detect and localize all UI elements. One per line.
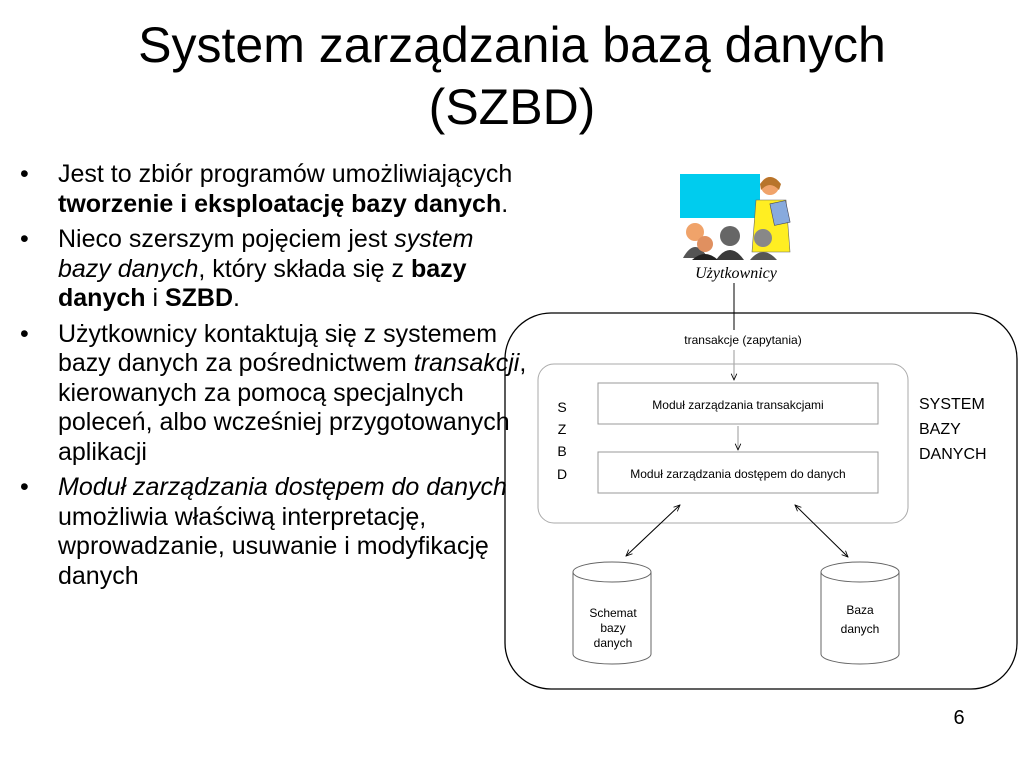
bullet-text: . — [501, 189, 509, 218]
page-number: 6 — [953, 707, 965, 729]
bullet-text: . — [233, 284, 240, 312]
bullet-text-italic: Moduł zarządzania dostępem do danych — [58, 473, 507, 501]
bullet-text-bold: bazy danych — [58, 254, 467, 312]
bullet-text: , kierowanych za pomocą specjalnych poleceń, albo wcześniej przygotowanych aplikacji — [58, 349, 527, 466]
schema-arrow — [626, 505, 680, 556]
bullet-text: Nieco szerszym pojęciem jest — [58, 225, 395, 253]
bullet-text-italic: system bazy danych — [58, 225, 474, 283]
database-label-line: Baza — [846, 603, 874, 617]
schema-label-line: Schemat — [589, 606, 637, 620]
szbd-letter: S — [557, 399, 567, 415]
bullet-text: Użytkownicy kontaktują się z systemem bazy danych za pośrednictwem — [58, 319, 498, 377]
title-line-2: (SZBD) — [428, 79, 596, 135]
bullet-text: i — [145, 284, 165, 312]
users-clipart-icon — [680, 174, 790, 260]
bullet-text: , który składa się z — [198, 254, 411, 283]
szbd-letter: Z — [557, 421, 567, 437]
szbd-letter: D — [556, 466, 568, 482]
bullet-text: umożliwia właściwą interpretację, wprowadzanie, usuwanie i modyfikację danych — [58, 502, 489, 590]
system-label-line: DANYCH — [919, 446, 987, 463]
szbd-letter: B — [557, 443, 567, 459]
access-module-label: Moduł zarządzania dostępem do danych — [630, 467, 846, 481]
bullet-text-italic: transakcji — [413, 349, 520, 377]
database-label-line: danych — [840, 622, 880, 636]
system-label-line: SYSTEM — [919, 396, 985, 413]
schema-label-line: bazy — [600, 621, 626, 635]
database-arrow — [795, 505, 848, 557]
bullet-text: Jest to zbiór programów umożliwiających — [58, 160, 513, 188]
users-label: Użytkownicy — [695, 265, 777, 282]
bullet-text-bold: SZBD — [164, 284, 234, 312]
title-line-1: System zarządzania bazą danych — [138, 17, 886, 73]
transaction-module-label: Moduł zarządzania transakcjami — [652, 398, 824, 412]
schema-label-line: danych — [593, 636, 633, 650]
transactions-label: transakcje (zapytania) — [684, 333, 802, 347]
bullet-text-bold: tworzenie i eksploatację bazy danych — [58, 189, 502, 218]
system-label-line: BAZY — [919, 421, 961, 438]
